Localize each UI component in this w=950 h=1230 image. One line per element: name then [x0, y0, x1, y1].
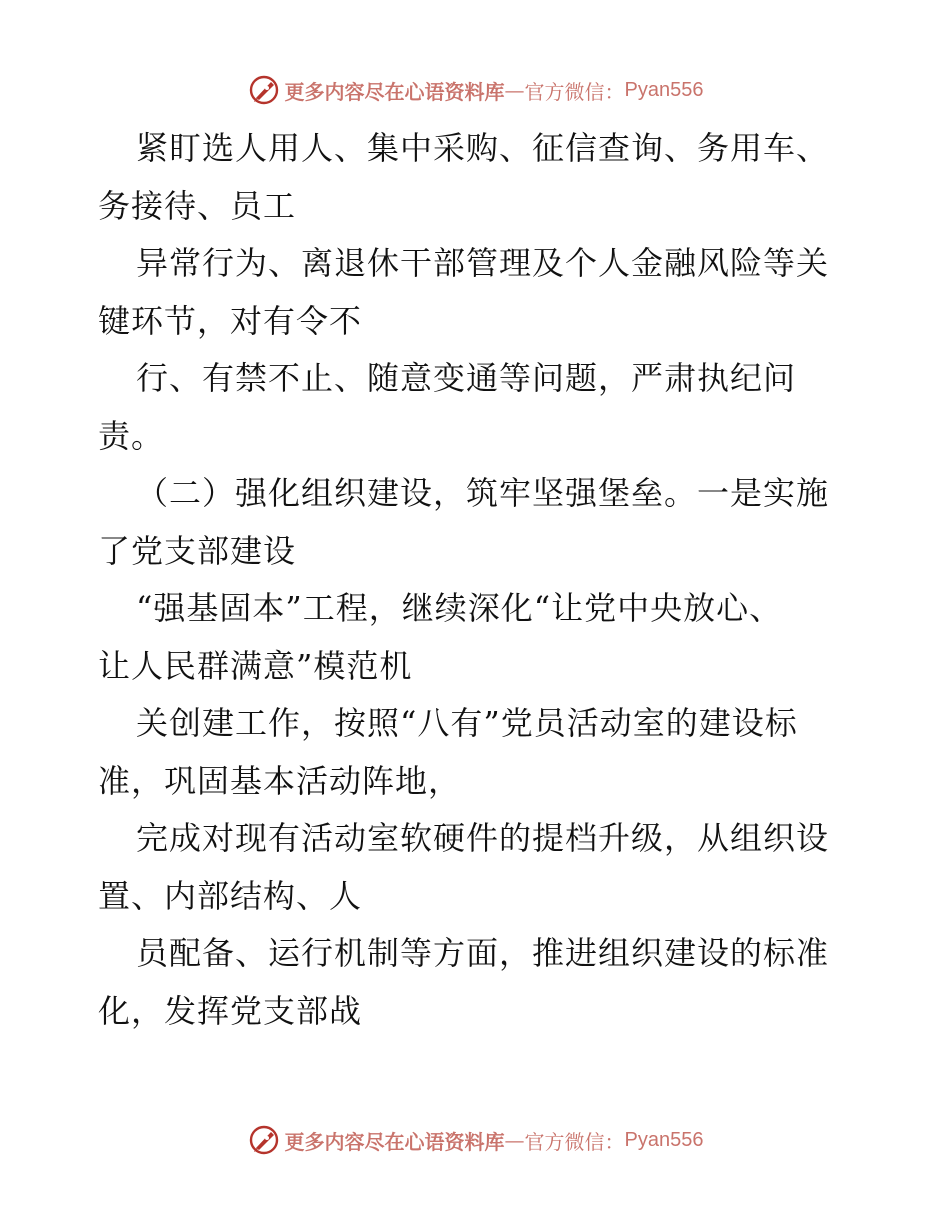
- body-line: 关创建工作，按照“八有”党员活动室的建设标: [136, 704, 798, 742]
- pen-logo-icon: [247, 1123, 281, 1157]
- body-line: 让人民群满意”模范机: [98, 646, 413, 685]
- banner-separator: —: [504, 78, 525, 102]
- banner-brand: 更多内容尽在心语资料库: [284, 79, 505, 104]
- banner-brand: 更多内容尽在心语资料库: [284, 1129, 505, 1154]
- body-line: 完成对现有活动室软硬件的提档升级，从组织设: [136, 819, 830, 857]
- body-line: “强基固本”工程，继续深化“让党中央放心、: [136, 589, 783, 627]
- body-line: 行、有禁不止、随意变通等问题，严肃执纪问: [136, 359, 797, 397]
- section-heading-line: （二）强化组织建设，筑牢坚强堡垒。一是实施: [136, 474, 830, 512]
- body-line: 异常行为、离退休干部管理及个人金融风险等关: [136, 244, 830, 282]
- banner-wechat-id: Pyan556: [624, 1128, 704, 1151]
- pen-logo-icon: [247, 73, 281, 107]
- header-banner: [0, 70, 950, 110]
- body-line: 了党支部建设: [98, 531, 297, 570]
- banner-wechat-label: 官方微信：: [524, 79, 625, 104]
- banner-wechat-id: Pyan556: [624, 78, 704, 101]
- banner-separator: —: [504, 1128, 525, 1152]
- body-line: 准，巩固基本活动阵地，: [98, 761, 462, 800]
- body-line: 员配备、运行机制等方面，推进组织建设的标准: [136, 934, 830, 972]
- document-body: [98, 120, 858, 1040]
- footer-banner: [0, 1120, 950, 1160]
- body-line: 务接待、员工: [98, 186, 297, 225]
- body-line: 责。: [98, 416, 165, 455]
- body-line: 化，发挥党支部战: [98, 991, 363, 1030]
- body-line: 紧盯选人用人、集中采购、征信查询、务用车、: [136, 129, 830, 167]
- banner-wechat-label: 官方微信：: [524, 1129, 625, 1154]
- body-line: 键环节，对有令不: [98, 301, 363, 340]
- body-line: 置、内部结构、人: [98, 876, 363, 915]
